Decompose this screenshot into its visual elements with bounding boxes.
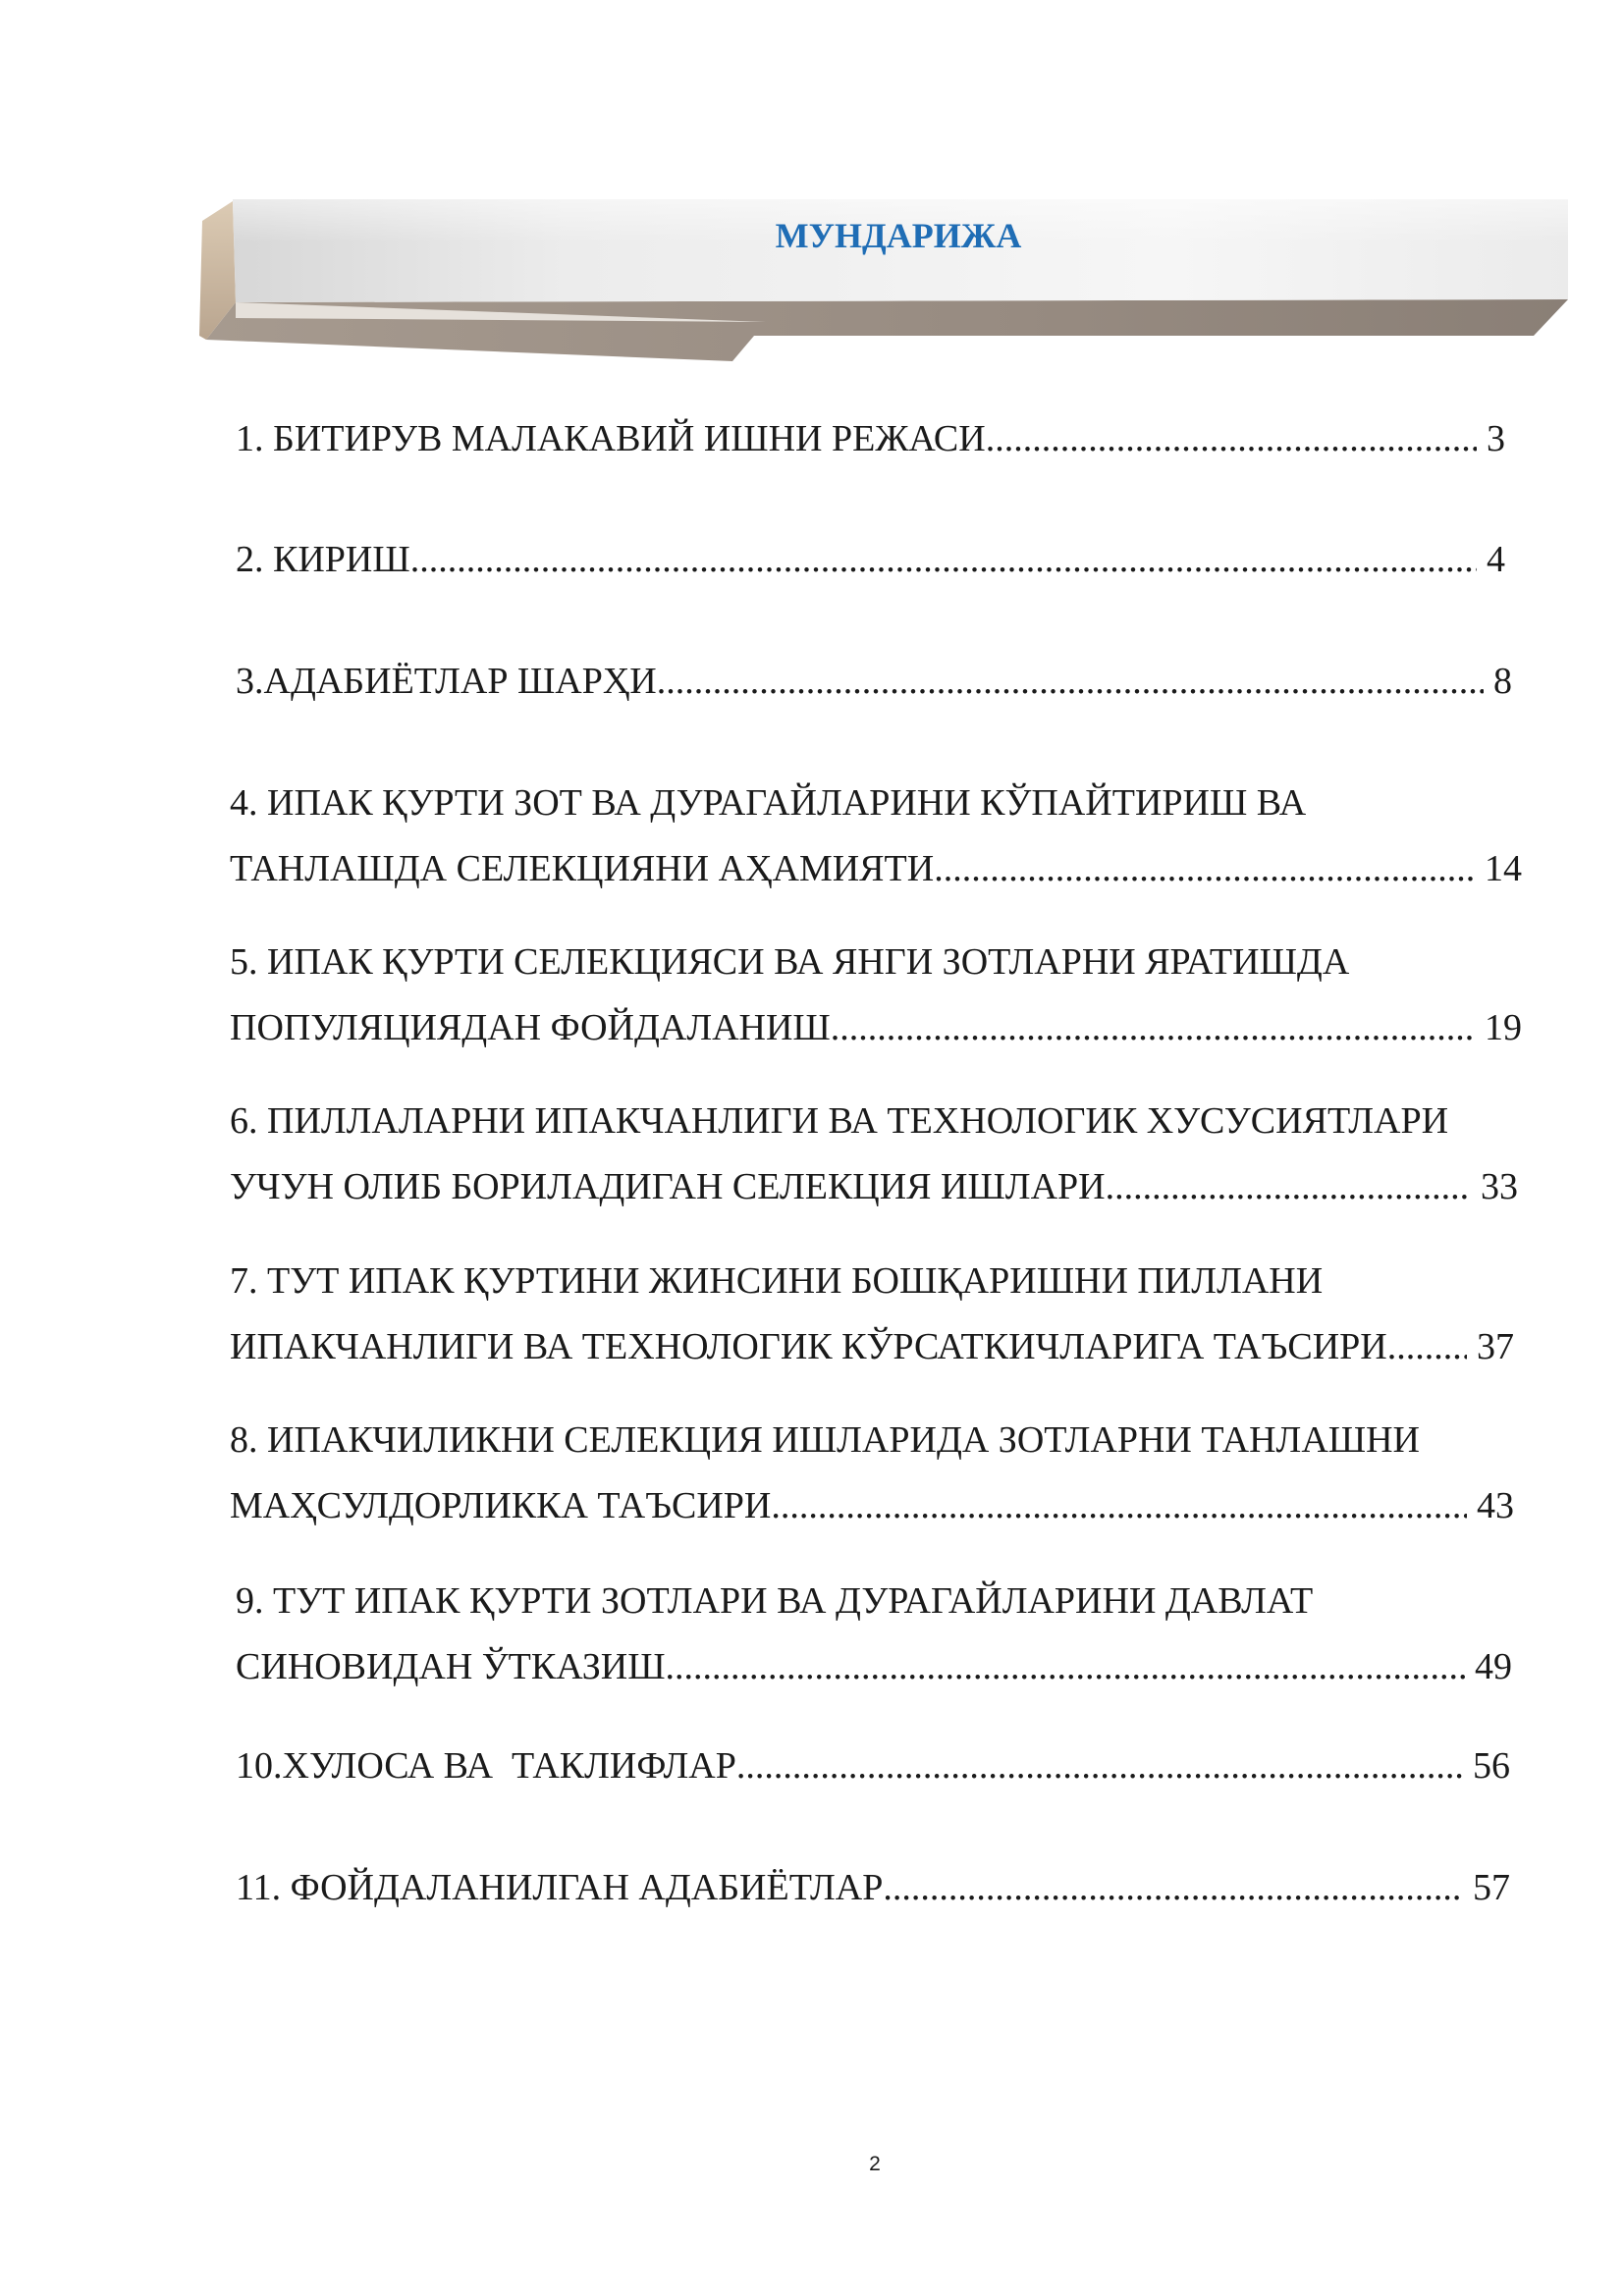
- toc-entry-title-continued: ИПАКЧАНЛИГИ ВА ТЕХНОЛОГИК КЎРСАТКИЧЛАРИГА ТАЪСИРИ: [230, 1326, 1387, 1367]
- toc-entry-line: [230, 943, 1522, 981]
- toc-page-number: 14: [1485, 848, 1522, 889]
- toc-page-number: 57: [1473, 1867, 1510, 1908]
- toc-entry-line: [236, 663, 1512, 700]
- toc-entry-title: 9. ТУТ ИПАК ҚУРТИ ЗОТЛАРИ ВА ДУРАГАЙЛАРИНИ ДАВЛАТ: [236, 1580, 1314, 1622]
- toc-leader: [1106, 1168, 1471, 1205]
- toc-entry: [236, 1582, 1512, 1685]
- toc-entry-title-continued: СИНОВИДАН ЎТКАЗИШ: [236, 1646, 666, 1687]
- toc-entry: [230, 1421, 1514, 1524]
- toc-entry-line: [230, 1487, 1514, 1524]
- page-number: 2: [869, 2153, 881, 2175]
- toc-entry: [230, 1102, 1518, 1205]
- toc-page-number: 8: [1493, 661, 1512, 702]
- toc-leader: [831, 1009, 1475, 1046]
- title-banner: [0, 0, 1624, 393]
- toc-entry-title: 2. КИРИШ: [236, 539, 410, 580]
- page-title: МУНДАРИЖА: [775, 216, 1022, 255]
- toc-leader: [657, 663, 1484, 700]
- toc-entry-title: 1. БИТИРУВ МАЛАКАВИЙ ИШНИ РЕЖАСИ: [236, 418, 986, 459]
- toc-entry: [230, 1262, 1514, 1365]
- toc-entry: [236, 1747, 1510, 1785]
- toc-leader: [1387, 1328, 1467, 1365]
- toc-entry-line: [230, 1102, 1518, 1140]
- toc-entry: [236, 541, 1505, 578]
- toc-page-number: 3: [1487, 418, 1505, 459]
- toc-leader: [771, 1487, 1467, 1524]
- toc-page-number: 19: [1485, 1007, 1522, 1048]
- toc-entry-title: 3.АДАБИЁТЛАР ШАРҲИ: [236, 661, 657, 702]
- toc-entry-line: [230, 850, 1522, 887]
- toc-entry-title-continued: ТАНЛАШДА СЕЛЕКЦИЯНИ АҲАМИЯТИ: [230, 848, 935, 889]
- toc-entry-line: [236, 420, 1505, 457]
- toc-entry-title: 4. ИПАК ҚУРТИ ЗОТ ВА ДУРАГАЙЛАРИНИ КЎПАЙТИРИШ ВА: [230, 782, 1307, 824]
- toc-entry-title: 11. ФОЙДАЛАНИЛГАН АДАБИЁТЛАР: [236, 1867, 884, 1908]
- toc-entry-line: [236, 1648, 1512, 1685]
- toc-entry: [236, 663, 1512, 700]
- toc-entry-title: 7. ТУТ ИПАК ҚУРТИНИ ЖИНСИНИ БОШҚАРИШНИ ПИЛЛАНИ: [230, 1260, 1324, 1302]
- toc-entry-line: [230, 1168, 1518, 1205]
- toc-entry: [230, 943, 1522, 1046]
- toc-leader: [666, 1648, 1465, 1685]
- toc-entry-title: 8. ИПАКЧИЛИКНИ СЕЛЕКЦИЯ ИШЛАРИДА ЗОТЛАРНИ ТАНЛАШНИ: [230, 1419, 1420, 1461]
- toc-entry-line: [236, 1747, 1510, 1785]
- toc-leader: [986, 420, 1477, 457]
- toc-entry-title-continued: УЧУН ОЛИБ БОРИЛАДИГАН СЕЛЕКЦИЯ ИШЛАРИ: [230, 1166, 1106, 1207]
- toc-entry-title: 10.ХУЛОСА ВА ТАКЛИФЛАР: [236, 1745, 736, 1787]
- toc-entry-line: [236, 1582, 1512, 1620]
- toc-leader: [934, 850, 1475, 887]
- toc-entry-title-continued: ПОПУЛЯЦИЯДАН ФОЙДАЛАНИШ: [230, 1007, 831, 1048]
- toc-leader: [883, 1869, 1463, 1906]
- toc-entry: [236, 420, 1505, 457]
- toc-page-number: 49: [1475, 1646, 1512, 1687]
- toc-page-number: 4: [1487, 539, 1505, 580]
- toc-entry-line: [230, 1328, 1514, 1365]
- banner-shadow: [206, 299, 1568, 361]
- toc-entry-title: 6. ПИЛЛАЛАРНИ ИПАКЧАНЛИГИ ВА ТЕХНОЛОГИК ХУСУСИЯТЛАРИ: [230, 1100, 1449, 1142]
- toc-page-number: 43: [1477, 1485, 1514, 1526]
- toc-leader: [736, 1747, 1463, 1785]
- toc-page-number: 33: [1481, 1166, 1518, 1207]
- toc-entry-line: [230, 1009, 1522, 1046]
- toc-page-number: 37: [1477, 1326, 1514, 1367]
- toc-leader: [410, 541, 1477, 578]
- toc-entry-line: [236, 541, 1505, 578]
- toc-entry-line: [236, 1869, 1510, 1906]
- toc-entry-line: [230, 784, 1522, 822]
- toc-entry-title-continued: МАҲСУЛДОРЛИККА ТАЪСИРИ: [230, 1485, 772, 1526]
- toc-entry-line: [230, 1421, 1514, 1459]
- toc-entry: [236, 1869, 1510, 1906]
- toc-entry-line: [230, 1262, 1514, 1300]
- toc-entry: [230, 784, 1522, 887]
- toc-page-number: 56: [1473, 1745, 1510, 1787]
- toc-entry-title: 5. ИПАК ҚУРТИ СЕЛЕКЦИЯСИ ВА ЯНГИ ЗОТЛАРНИ ЯРАТИШДА: [230, 941, 1350, 983]
